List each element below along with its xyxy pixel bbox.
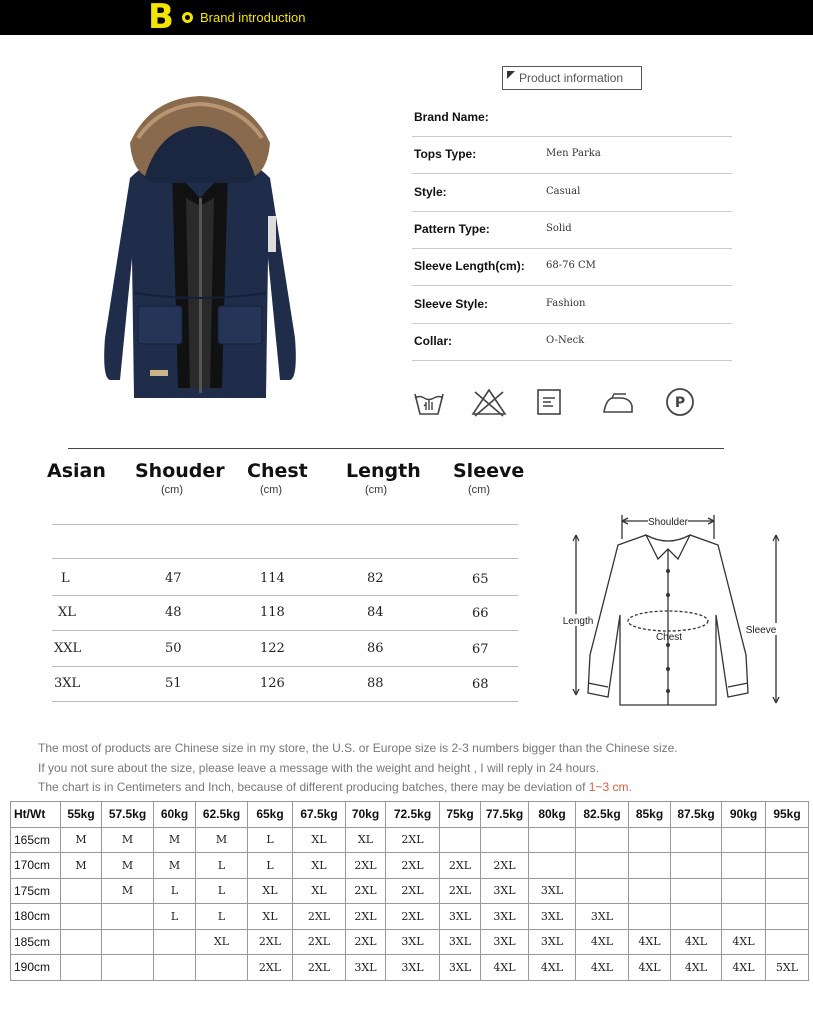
logo-dot-icon — [182, 12, 193, 23]
size-cell — [766, 827, 809, 853]
size-cell: 2XL — [293, 904, 346, 930]
table-row — [11, 904, 809, 930]
size-cell — [102, 955, 154, 981]
corner-triangle-icon — [507, 71, 515, 79]
size-cell: 4XL — [671, 929, 722, 955]
size-header-sleeve: Sleeve — [453, 460, 525, 482]
size-cell — [766, 904, 809, 930]
size-header-length: Length — [346, 460, 421, 482]
size-cell: 2XL — [346, 853, 386, 879]
info-row-sleeve-length: Sleeve Length(cm): 68-76 CM — [412, 249, 732, 286]
size-cell: L — [248, 827, 293, 853]
size-cell: 2XL — [346, 904, 386, 930]
size-unit-shoulder: (cm) — [161, 484, 183, 496]
size-cell: 67 — [472, 642, 489, 657]
note-line-1: The most of products are Chinese size in my store, the U.S. or Europe size is 2-3 numbers bigger than the Chinese size. — [38, 741, 678, 755]
size-cell — [722, 904, 766, 930]
size-cell — [102, 929, 154, 955]
product-info-badge: Product information — [502, 66, 642, 90]
size-cell: M — [61, 827, 102, 853]
size-header-asian: Asian — [47, 460, 106, 482]
size-cell: 3XL — [481, 929, 529, 955]
size-cell: 3XL — [576, 904, 629, 930]
size-cell — [576, 853, 629, 879]
size-cell: XXL — [54, 641, 82, 656]
size-cell: 126 — [260, 676, 285, 691]
weight-header: 87.5kg — [671, 802, 722, 828]
weight-header: 67.5kg — [293, 802, 346, 828]
size-cell: 2XL — [386, 904, 440, 930]
header-bar — [0, 0, 813, 35]
note-line-2: If you not sure about the size, please leave a message with the weight and height , I will reply in 24 hours. — [38, 761, 599, 775]
size-cell: 2XL — [293, 929, 346, 955]
diagram-label-length: Length — [562, 616, 594, 627]
section-divider — [68, 448, 724, 449]
size-cell: 3XL — [529, 878, 576, 904]
size-cell: 86 — [367, 641, 384, 656]
info-row-sleeve-style: Sleeve Style: Fashion — [412, 287, 732, 324]
dry-flat-icon — [535, 386, 563, 418]
size-cell — [61, 904, 102, 930]
size-cell: 2XL — [248, 955, 293, 981]
height-weight-table — [10, 801, 809, 981]
size-header-chest: Chest — [247, 460, 308, 482]
info-row-style: Style: Casual — [412, 175, 732, 212]
size-cell: 4XL — [722, 929, 766, 955]
size-cell: 50 — [165, 641, 182, 656]
size-chart-rule — [52, 524, 518, 525]
size-cell — [629, 827, 671, 853]
size-unit-chest: (cm) — [260, 484, 282, 496]
size-cell — [61, 929, 102, 955]
size-cell: 4XL — [576, 929, 629, 955]
table-row — [11, 853, 809, 879]
weight-header: 85kg — [629, 802, 671, 828]
weight-header: 57.5kg — [102, 802, 154, 828]
height-label: 185cm — [11, 929, 61, 955]
size-cell: 122 — [260, 641, 285, 656]
size-cell: 68 — [472, 677, 489, 692]
size-cell: M — [102, 853, 154, 879]
size-cell: M — [102, 827, 154, 853]
weight-header: 77.5kg — [481, 802, 529, 828]
size-cell: 2XL — [386, 853, 440, 879]
size-cell: M — [154, 827, 196, 853]
size-cell — [671, 853, 722, 879]
size-cell: 4XL — [671, 955, 722, 981]
size-cell — [766, 853, 809, 879]
size-cell: XL — [58, 605, 76, 620]
brand-logo: B — [148, 0, 174, 37]
size-cell: 88 — [367, 676, 384, 691]
size-cell — [61, 955, 102, 981]
size-cell — [529, 853, 576, 879]
weight-header: 60kg — [154, 802, 196, 828]
height-label: 175cm — [11, 878, 61, 904]
height-label: 165cm — [11, 827, 61, 853]
size-header-shoulder: Shouder — [135, 460, 225, 482]
size-cell: 3XL — [440, 929, 481, 955]
weight-header: 95kg — [766, 802, 809, 828]
hand-wash-icon — [412, 386, 446, 418]
size-cell: 2XL — [481, 853, 529, 879]
size-unit-sleeve: (cm) — [468, 484, 490, 496]
size-cell: 3XL — [346, 955, 386, 981]
size-cell: 3XL — [54, 676, 81, 691]
size-cell: 5XL — [766, 955, 809, 981]
size-cell — [61, 878, 102, 904]
size-cell: 3XL — [529, 929, 576, 955]
size-cell: 66 — [472, 606, 489, 621]
size-cell: 4XL — [529, 955, 576, 981]
size-chart-rule — [52, 630, 518, 631]
diagram-label-chest: Chest — [655, 632, 683, 643]
info-row-tops-type: Tops Type: Men Parka — [412, 137, 732, 174]
size-cell: 4XL — [629, 929, 671, 955]
svg-text:P: P — [674, 395, 686, 411]
table-corner: Ht/Wt — [11, 802, 61, 828]
size-cell: L — [196, 904, 248, 930]
size-cell — [722, 853, 766, 879]
size-cell: XL — [293, 878, 346, 904]
size-cell — [722, 827, 766, 853]
size-cell — [671, 904, 722, 930]
size-cell — [766, 878, 809, 904]
table-row — [11, 929, 809, 955]
size-cell — [481, 827, 529, 853]
size-cell: 2XL — [386, 827, 440, 853]
size-cell: 3XL — [529, 904, 576, 930]
weight-header: 75kg — [440, 802, 481, 828]
weight-header-row — [11, 802, 809, 828]
size-cell: 4XL — [576, 955, 629, 981]
no-bleach-icon — [470, 386, 508, 418]
size-cell — [671, 878, 722, 904]
weight-header: 70kg — [346, 802, 386, 828]
size-cell — [440, 827, 481, 853]
size-unit-length: (cm) — [365, 484, 387, 496]
size-cell: XL — [346, 827, 386, 853]
size-chart-rule — [52, 595, 518, 596]
table-row — [11, 878, 809, 904]
size-cell: 3XL — [386, 929, 440, 955]
size-cell: 48 — [165, 605, 182, 620]
size-cell: 2XL — [248, 929, 293, 955]
size-cell: 4XL — [629, 955, 671, 981]
size-cell: M — [102, 878, 154, 904]
weight-header: 80kg — [529, 802, 576, 828]
size-cell: L — [154, 904, 196, 930]
diagram-label-sleeve: Sleeve — [745, 625, 777, 636]
size-cell: XL — [248, 904, 293, 930]
weight-header: 72.5kg — [386, 802, 440, 828]
size-cell — [154, 955, 196, 981]
table-row — [11, 827, 809, 853]
size-cell: 118 — [260, 605, 285, 620]
size-cell: 3XL — [386, 955, 440, 981]
height-label: 180cm — [11, 904, 61, 930]
diagram-label-shoulder: Shoulder — [647, 517, 689, 528]
weight-header: 82.5kg — [576, 802, 629, 828]
size-cell — [154, 929, 196, 955]
size-cell: 2XL — [440, 853, 481, 879]
size-cell: 2XL — [346, 929, 386, 955]
size-cell — [529, 827, 576, 853]
size-cell — [766, 929, 809, 955]
size-cell: L — [248, 853, 293, 879]
info-row-collar: Collar: O-Neck — [412, 324, 732, 361]
size-cell: L — [154, 878, 196, 904]
size-chart-rule — [52, 558, 518, 559]
size-cell: 2XL — [346, 878, 386, 904]
size-cell: L — [196, 853, 248, 879]
note-line-3: The chart is in Centimeters and Inch, because of different producing batches, there may be deviation of 1~3 cm. — [38, 780, 632, 794]
weight-header: 90kg — [722, 802, 766, 828]
size-cell — [629, 853, 671, 879]
size-cell: XL — [196, 929, 248, 955]
size-cell: 4XL — [722, 955, 766, 981]
size-cell: 2XL — [293, 955, 346, 981]
size-cell — [722, 878, 766, 904]
size-cell: 3XL — [481, 904, 529, 930]
size-cell: M — [61, 853, 102, 879]
size-cell — [102, 904, 154, 930]
size-cell: 47 — [165, 571, 182, 586]
size-cell: 84 — [367, 605, 384, 620]
size-cell: 3XL — [440, 955, 481, 981]
size-cell: XL — [293, 827, 346, 853]
size-cell: 3XL — [481, 878, 529, 904]
weight-header: 62.5kg — [196, 802, 248, 828]
size-cell — [629, 904, 671, 930]
size-cell — [629, 878, 671, 904]
height-label: 190cm — [11, 955, 61, 981]
info-row-brand: Brand Name: — [412, 100, 732, 137]
size-chart-rule — [52, 701, 518, 702]
size-cell: M — [154, 853, 196, 879]
section-title: Brand introduction — [200, 10, 306, 25]
size-cell: L — [196, 878, 248, 904]
size-cell: 65 — [472, 572, 489, 587]
measurement-diagram — [558, 505, 790, 717]
deviation-value: 1~3 cm. — [588, 780, 632, 794]
dry-clean-p-icon — [664, 386, 696, 418]
size-cell: L — [61, 571, 70, 586]
table-row — [11, 955, 809, 981]
size-cell: XL — [248, 878, 293, 904]
size-cell: 114 — [260, 571, 285, 586]
size-cell: M — [196, 827, 248, 853]
size-cell — [576, 878, 629, 904]
weight-header: 55kg — [61, 802, 102, 828]
size-cell — [671, 827, 722, 853]
size-cell: XL — [293, 853, 346, 879]
size-cell: 51 — [165, 676, 182, 691]
info-row-pattern-type: Pattern Type: Solid — [412, 212, 732, 249]
height-label: 170cm — [11, 853, 61, 879]
product-image — [90, 88, 310, 418]
size-cell: 2XL — [386, 878, 440, 904]
size-cell: 82 — [367, 571, 384, 586]
size-cell — [576, 827, 629, 853]
size-cell: 3XL — [440, 904, 481, 930]
size-cell: 4XL — [481, 955, 529, 981]
size-chart-rule — [52, 666, 518, 667]
size-cell: 2XL — [440, 878, 481, 904]
weight-header: 65kg — [248, 802, 293, 828]
iron-icon — [600, 386, 636, 418]
size-cell — [196, 955, 248, 981]
